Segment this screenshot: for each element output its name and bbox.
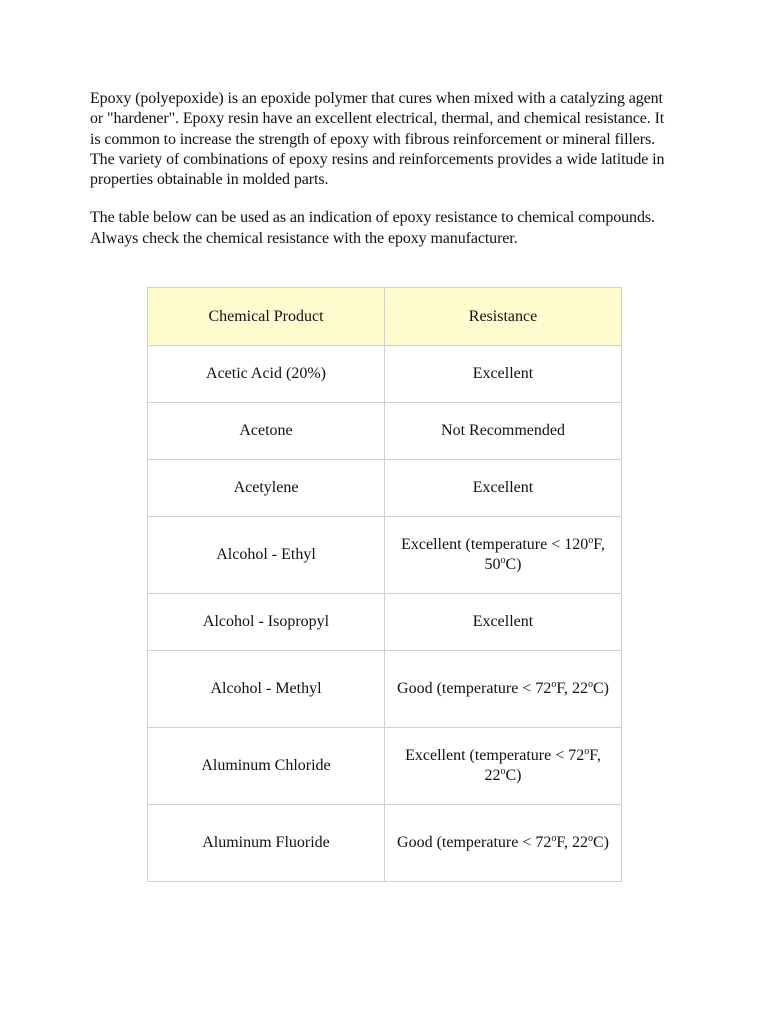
cell-product: Acetic Acid (20%) — [148, 346, 385, 403]
chemical-resistance-table — [147, 287, 622, 882]
intro-paragraph-1: Epoxy (polyepoxide) is an epoxide polymer that cures when mixed with a catalyzing agent or "hardener". Epoxy resin have an excellent electrical, thermal, and chemical resistance. It is common to increase the strength of epoxy with fibrous reinforcement or mineral fillers. The variety of combinations of epoxy resins and reinforcements provides a wide latitude in properties obtainable in molded parts. — [90, 90, 665, 189]
resistance-text-pre: Good (temperature < 72 — [397, 680, 552, 697]
resistance-text-pre: Excellent (temperature < 72 — [405, 747, 585, 764]
table-row — [148, 651, 622, 728]
cell-resistance — [385, 517, 622, 594]
table-row — [148, 594, 622, 651]
header-chemical-product: Chemical Product — [148, 288, 385, 346]
resistance-text-mid: F, 50 — [484, 536, 605, 573]
table-header-row — [148, 288, 622, 346]
cell-resistance: Excellent — [385, 346, 622, 403]
resistance-text-mid: F, 22 — [556, 834, 588, 851]
degree-mark: o — [584, 746, 590, 757]
cell-resistance — [385, 805, 622, 882]
table-row — [148, 403, 622, 460]
resistance-text-mid: F, 22 — [484, 747, 601, 784]
table-row — [148, 346, 622, 403]
document-body — [90, 89, 670, 249]
cell-product: Alcohol - Ethyl — [148, 517, 385, 594]
degree-mark: o — [500, 555, 506, 566]
resistance-text-post: C) — [505, 767, 522, 784]
cell-product: Alcohol - Isopropyl — [148, 594, 385, 651]
resistance-text-pre: Excellent (temperature < 120 — [401, 536, 589, 553]
intro-paragraph-2: The table below can be used as an indication of epoxy resistance to chemical compounds. Always check the chemical resistance with the epoxy manufacturer. — [90, 209, 655, 247]
table-row — [148, 460, 622, 517]
cell-resistance — [385, 728, 622, 805]
cell-resistance: Excellent — [385, 594, 622, 651]
table-row — [148, 728, 622, 805]
cell-product: Alcohol - Methyl — [148, 651, 385, 728]
table-row — [148, 517, 622, 594]
degree-mark: o — [551, 679, 557, 690]
table-row — [148, 805, 622, 882]
resistance-text-post: C) — [592, 834, 609, 851]
cell-product: Acetone — [148, 403, 385, 460]
degree-mark: o — [551, 833, 557, 844]
cell-resistance — [385, 651, 622, 728]
header-resistance: Resistance — [385, 288, 622, 346]
degree-mark: o — [588, 535, 594, 546]
resistance-text-pre: Good (temperature < 72 — [397, 834, 552, 851]
cell-product: Aluminum Chloride — [148, 728, 385, 805]
degree-mark: o — [587, 679, 593, 690]
cell-product: Acetylene — [148, 460, 385, 517]
degree-mark: o — [587, 833, 593, 844]
resistance-text-mid: F, 22 — [556, 680, 588, 697]
degree-mark: o — [500, 766, 506, 777]
resistance-text-post: C) — [592, 680, 609, 697]
cell-product: Aluminum Fluoride — [148, 805, 385, 882]
chemical-resistance-table-wrapper — [147, 287, 621, 882]
resistance-text-post: C) — [505, 556, 522, 573]
cell-resistance: Not Recommended — [385, 403, 622, 460]
cell-resistance: Excellent — [385, 460, 622, 517]
